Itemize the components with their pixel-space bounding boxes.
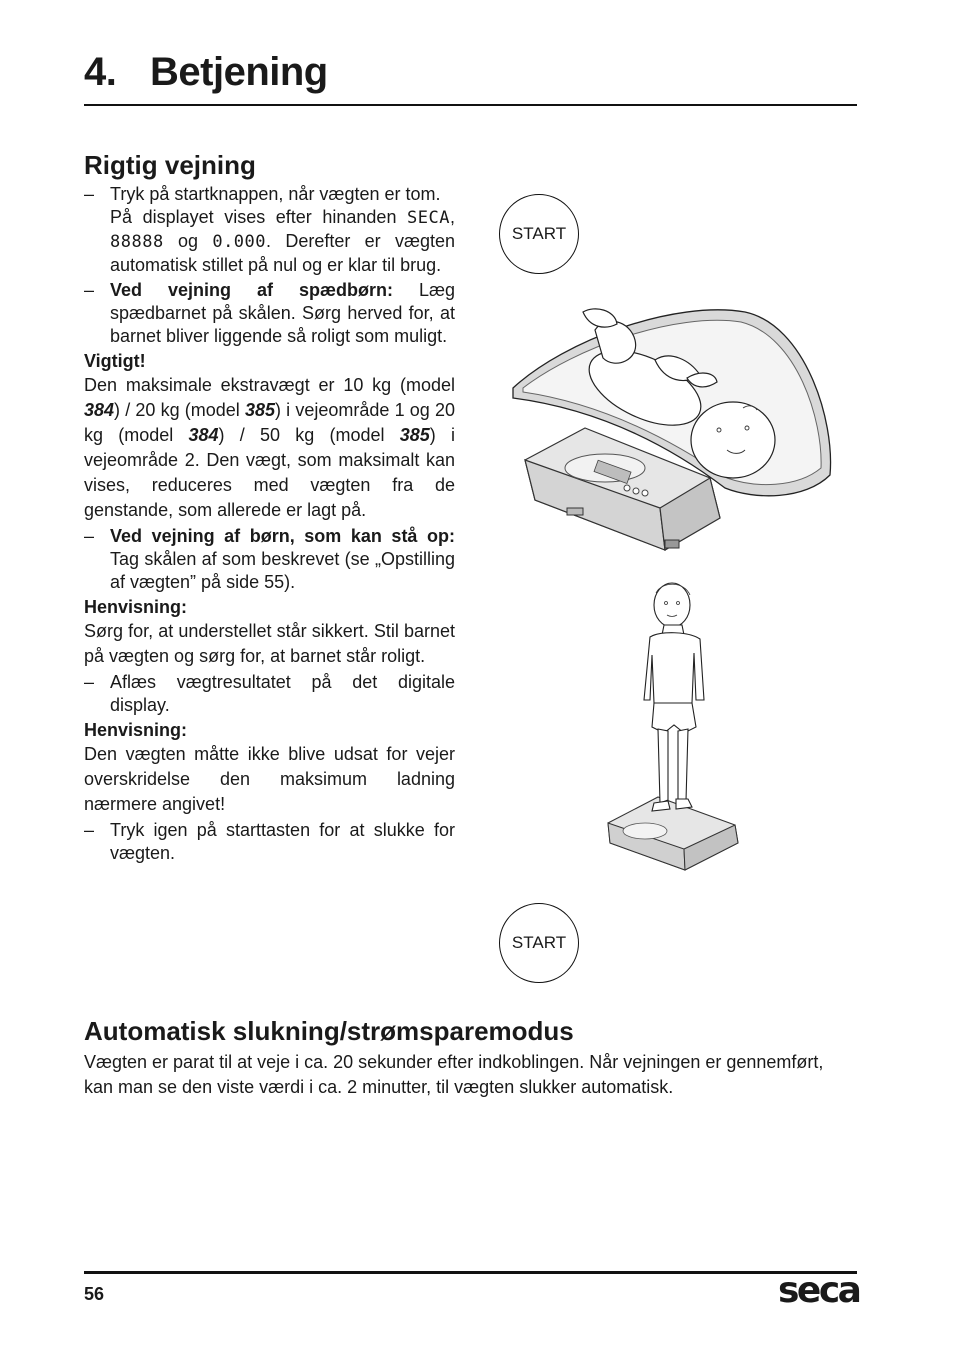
instruction-start-line1: Tryk på startknappen, når vægten er tom. xyxy=(110,184,441,204)
instruction-standing-title: Ved vejning af børn, som kan stå op: xyxy=(110,526,455,546)
henvisning-heading: Henvisning: xyxy=(84,597,188,617)
lcd-88888: 88888 xyxy=(110,232,164,252)
instruction-start-tail: . Derefter er vægten automatisk stillet på nul og er klar til brug. xyxy=(110,231,455,275)
instruction-read xyxy=(84,671,455,717)
henvisning-2 xyxy=(84,719,455,742)
vigtigt-text xyxy=(84,373,455,523)
dash-bullet: – xyxy=(84,280,95,300)
instruction-off-text: Tryk igen på starttasten for at slukke for vægten. xyxy=(110,820,455,863)
model-384: 384 xyxy=(188,425,219,445)
standing-child-illustration xyxy=(600,575,750,875)
start-button-icon: START xyxy=(499,194,579,274)
model-385: 385 xyxy=(244,400,276,420)
vigtigt-t1: Den maksimale ekstravægt er 10 kg (model xyxy=(84,375,455,395)
dash-bullet: – xyxy=(84,526,95,546)
og-text: og xyxy=(163,231,213,251)
model-384: 384 xyxy=(84,400,115,420)
section-heading-automatisk-slukning: Automatisk slukning/strømsparemodus xyxy=(84,1016,574,1046)
chapter-title-text: Betjening xyxy=(150,50,328,94)
comma: , xyxy=(449,207,455,227)
vigtigt-t5: ) i vejeområde 2. Den vægt, som maksimalt kan vises, reduceres med vægten fra de genstande, som allerede er lagt på. xyxy=(84,425,455,520)
vigtigt-t4: ) / 50 kg (model xyxy=(218,425,400,445)
dash-bullet: – xyxy=(84,184,95,204)
instruction-off xyxy=(84,819,455,865)
lcd-seca: SECA xyxy=(407,208,450,228)
henvisning-1 xyxy=(84,596,455,619)
instruction-start-display-text: På displayet vises efter hinanden xyxy=(110,207,408,227)
baby-scale-illustration xyxy=(505,300,845,555)
instruction-standing xyxy=(84,525,455,594)
model-385: 385 xyxy=(399,425,430,445)
lcd-zero: 0.000 xyxy=(212,232,267,252)
instruction-start xyxy=(84,183,455,277)
henvisning-2-text: Den vægten måtte ikke blive udsat for vejer overskridelse den maksimum ladning nærmere angivet! xyxy=(84,744,455,814)
section-automatisk-slukning-body: Vægten er parat til at veje i ca. 20 sekunder efter indkoblingen. Når vejningen er gennemført, kan man se den viste værdi i ca. 2 minutter, til vægten slukker automatisk. xyxy=(84,1052,824,1097)
start-button-icon: START xyxy=(499,903,579,983)
vigtigt-heading: Vigtigt! xyxy=(84,351,146,371)
dash-bullet: – xyxy=(84,820,95,840)
instruction-read-text: Aflæs vægtresultatet på det digitale display. xyxy=(110,672,455,715)
seca-logo: seca xyxy=(778,1270,860,1311)
henvisning-1-text: Sørg for, at understellet står sikkert. Stil barnet på vægten og sørg for, at barnet står roligt. xyxy=(84,621,455,666)
dash-bullet: – xyxy=(84,672,95,692)
chapter-number: 4. xyxy=(84,50,117,94)
vigtigt-t2: ) / 20 kg (model xyxy=(114,400,245,420)
footer-rule xyxy=(84,1271,857,1274)
chapter-title xyxy=(84,50,328,95)
vigtigt-note xyxy=(84,350,455,373)
instructions-column xyxy=(84,183,455,865)
instruction-infant-title: Ved vejning af spædbørn: xyxy=(110,280,393,300)
instruction-infant-text: Læg spædbarnet på skålen. Sørg herved for, at barnet bliver liggende så roligt som muligt. xyxy=(110,280,455,346)
vigtigt-t3: ) i vejeområde 1 og 20 kg (model xyxy=(84,400,455,445)
instruction-infant xyxy=(84,279,455,348)
instruction-standing-text: Tag skålen af som beskrevet (se „Opstilling af vægten” på side 55). xyxy=(110,549,455,592)
henvisning-heading: Henvisning: xyxy=(84,720,188,740)
page-number: 56 xyxy=(84,1284,105,1304)
section-heading-rigtig-vejning: Rigtig vejning xyxy=(84,150,256,180)
header-rule xyxy=(84,104,857,106)
